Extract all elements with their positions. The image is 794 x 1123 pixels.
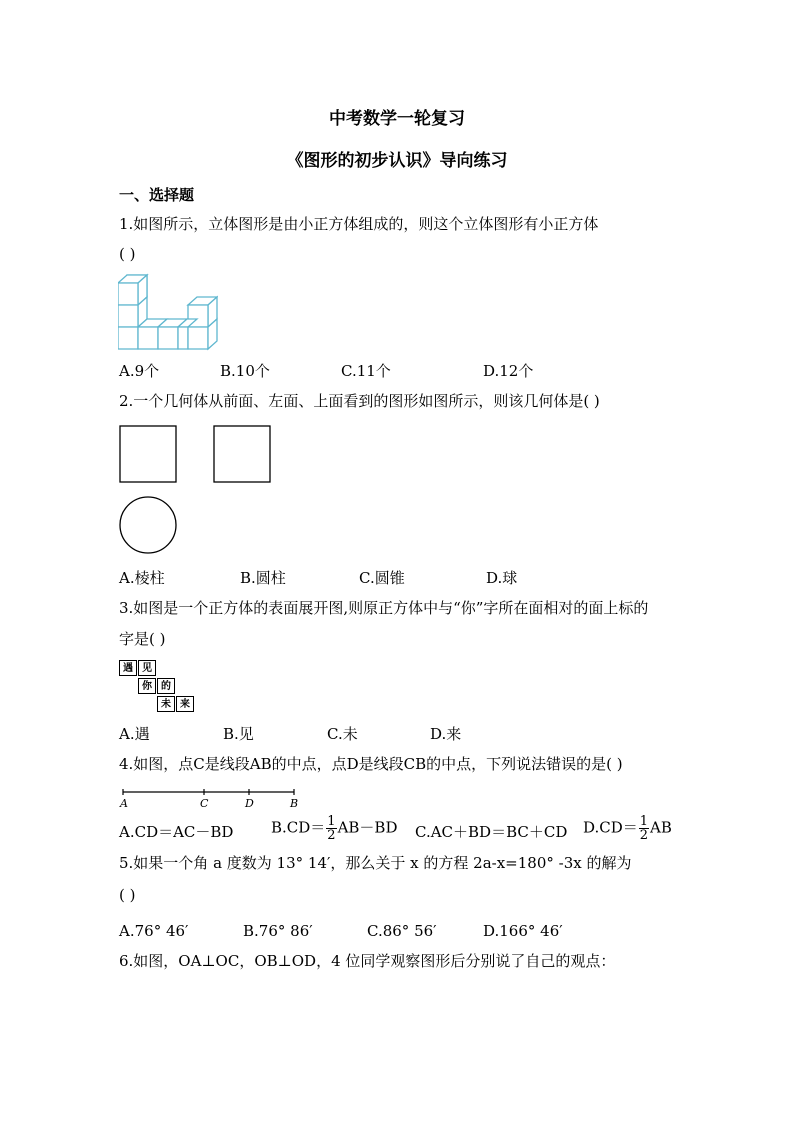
q3-stem-line1: 3.如图是一个正方体的表面展开图,则原正方体中与“你”字所在面相对的面上标的	[119, 599, 649, 617]
label-a: A	[120, 797, 128, 810]
q2-stem: 2.一个几何体从前面、左面、上面看到的图形如图所示，则该几何体是( )	[119, 392, 600, 410]
q5-option-a[interactable]: A.76° 46′	[119, 922, 189, 940]
q4-option-c[interactable]: C.AC＋BD＝BC＋CD	[415, 823, 568, 841]
fraction-denominator: 2	[639, 828, 649, 843]
q1-option-a[interactable]: A.9个	[119, 362, 160, 380]
page-subtitle: 《图形的初步认识》导向练习	[286, 151, 508, 171]
q4-stem: 4.如图，点C是线段AB的中点，点D是线段CB的中点，下列说法错误的是( )	[119, 755, 623, 773]
q4-option-d-fraction	[639, 815, 649, 842]
label-d: D	[245, 797, 254, 810]
net-face-6: 来	[176, 696, 194, 712]
q2-option-c[interactable]: C.圆锥	[359, 569, 405, 587]
q3-option-b[interactable]: B.见	[223, 725, 254, 743]
q6-stem: 6.如图，OA⊥OC，OB⊥OD，4 位同学观察图形后分别说了自己的观点：	[119, 952, 616, 970]
label-b: B	[290, 797, 299, 810]
q3-cube-net	[119, 660, 199, 716]
fraction-denominator: 2	[327, 828, 336, 843]
q4-option-b-fraction	[326, 815, 336, 842]
q1-stem-line2: ( )	[119, 245, 136, 263]
q4-option-a[interactable]: A.CD＝AC－BD	[119, 823, 234, 841]
q4-option-b-suffix: AB－BD	[337, 818, 398, 837]
net-face-4: 的	[157, 678, 175, 694]
q4-option-b[interactable]	[271, 815, 397, 842]
q4-option-d-prefix: D.CD＝	[583, 818, 638, 837]
q2-front-view-square	[120, 426, 176, 482]
q1-option-c[interactable]: C.11个	[341, 362, 391, 380]
q5-option-c[interactable]: C.86° 56′	[367, 922, 437, 940]
q2-top-view-circle	[120, 497, 176, 553]
q1-option-b[interactable]: B.10个	[220, 362, 270, 380]
q2-option-d[interactable]: D.球	[486, 569, 518, 587]
q3-option-d[interactable]: D.来	[430, 725, 462, 743]
fraction-numerator: 1	[639, 814, 649, 829]
q5-stem-line2: ( )	[119, 886, 136, 904]
net-face-2: 见	[138, 660, 156, 676]
page-title: 中考数学一轮复习	[329, 109, 465, 129]
section-heading: 一、选择题	[119, 186, 195, 204]
q2-views-figure	[118, 424, 278, 556]
q4-option-b-prefix: B.CD＝	[271, 818, 326, 837]
q5-option-b[interactable]: B.76° 86′	[243, 922, 313, 940]
q4-segment-figure	[116, 786, 306, 810]
fraction-numerator: 1	[327, 814, 336, 829]
q2-left-view-square	[214, 426, 270, 482]
q3-stem-line2: 字是( )	[119, 630, 166, 648]
q3-option-c[interactable]: C.未	[327, 725, 358, 743]
label-c: C	[200, 797, 209, 810]
q4-option-d-suffix: AB	[650, 818, 672, 837]
q1-stem-line1: 1.如图所示，立体图形是由小正方体组成的，则这个立体图形有小正方体	[119, 215, 599, 233]
q2-option-a[interactable]: A.棱柱	[119, 569, 165, 587]
q3-option-a[interactable]: A.遇	[119, 725, 150, 743]
q1-option-d[interactable]: D.12个	[483, 362, 534, 380]
q2-option-b[interactable]: B.圆柱	[240, 569, 286, 587]
q5-option-d[interactable]: D.166° 46′	[483, 922, 563, 940]
net-face-1: 遇	[119, 660, 137, 676]
q4-option-d[interactable]	[583, 815, 672, 842]
q1-cube-figure	[118, 270, 218, 354]
q5-stem-line1: 5.如果一个角 a 度数为 13° 14′，那么关于 x 的方程 2a-x=180° -3x 的解为	[119, 854, 632, 872]
net-face-5: 未	[157, 696, 175, 712]
net-face-3: 你	[138, 678, 156, 694]
